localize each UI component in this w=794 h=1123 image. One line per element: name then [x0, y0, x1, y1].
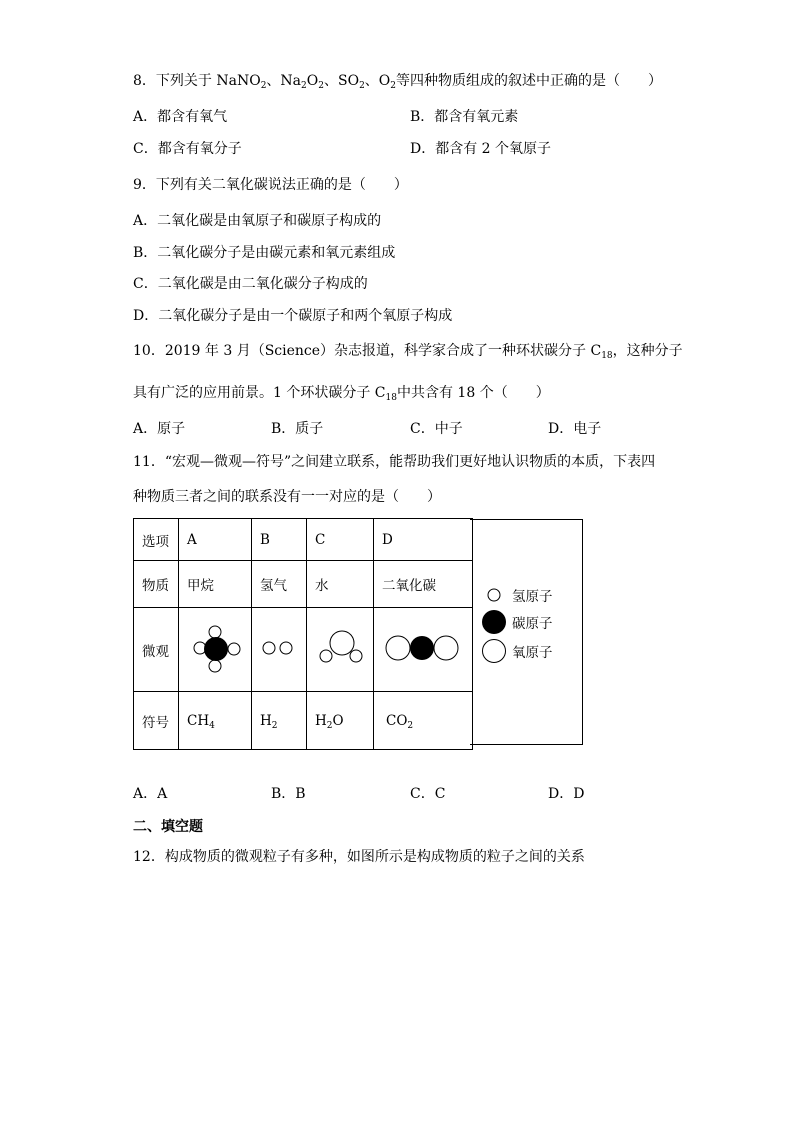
atom-legend	[470, 519, 583, 745]
q9-option-b[interactable]: B．二氧化碳分子是由碳元素和氧元素组成	[133, 245, 396, 261]
q10-option-b[interactable]: B．质子	[271, 421, 324, 437]
q8-option-c[interactable]: C．都含有氧分子	[133, 141, 242, 157]
q11-option-c[interactable]: C．C	[410, 786, 446, 802]
formula-text: H	[260, 712, 272, 729]
water-molecule-icon	[307, 608, 373, 687]
hydrogen-molecule-icon	[252, 608, 306, 687]
q10-text: 具有广泛的应用前景。1 个环状碳分子 C	[133, 385, 386, 401]
q8-text: 、Na	[266, 73, 302, 89]
q10-text: ，这种分子	[612, 343, 683, 359]
q8-text: 、SO	[323, 73, 360, 89]
cell-substance-b: 氢气	[252, 561, 307, 608]
q8-sub: 2	[260, 81, 267, 91]
q11-stem-line2: 种物质三者之间的联系没有一一对应的是（ ）	[133, 489, 441, 505]
q11-table	[133, 518, 473, 750]
formula-text: CH	[187, 712, 210, 729]
formula-text: H	[315, 712, 327, 729]
q10-option-d[interactable]: D．电子	[548, 421, 602, 437]
cell-micro-c	[307, 608, 374, 692]
cell-substance-a: 甲烷	[179, 561, 252, 608]
q12-stem: 12．构成物质的微观粒子有多种，如图所示是构成物质的粒子之间的关系	[133, 849, 585, 865]
legend-hydrogen	[482, 585, 553, 605]
q10-option-c[interactable]: C．中子	[410, 421, 463, 437]
cell-micro-d	[374, 608, 473, 692]
cell-substance-d: 二氧化碳	[374, 561, 473, 608]
cell-symbol-b	[252, 692, 307, 750]
hydrogen-atom-icon	[482, 587, 506, 603]
carbon-atom-icon	[482, 609, 506, 635]
cell-option-a: A	[179, 519, 252, 561]
q10-stem-line2	[133, 384, 550, 402]
cell-micro-a	[179, 608, 252, 692]
q9-stem: 9．下列有关二氧化碳说法正确的是（ ）	[133, 177, 408, 193]
q8-sub: 2	[359, 81, 365, 91]
q10-stem-line1	[133, 342, 683, 360]
q10-sub: 18	[601, 351, 613, 361]
cell-option-b: B	[252, 519, 307, 561]
q11-option-a[interactable]: A．A	[133, 786, 168, 802]
q11-option-b[interactable]: B．B	[271, 786, 306, 802]
cell-option-d: D	[374, 519, 473, 561]
q8-stem-post: 等四种物质组成的叙述中正确的是（ ）	[396, 73, 663, 89]
q11-stem-line1: 11．“宏观—微观—符号”之间建立联系，能帮助我们更好地认识物质的本质，下表四	[133, 454, 656, 470]
q10-option-a[interactable]: A．原子	[133, 421, 186, 437]
q8-option-a[interactable]: A．都含有氧气	[133, 109, 228, 125]
cell-option-c: C	[307, 519, 374, 561]
q9-option-d[interactable]: D．二氧化碳分子是由一个碳原子和两个氧原子构成	[133, 308, 453, 324]
cell-substance-c: 水	[307, 561, 374, 608]
cell-symbol-a	[179, 692, 252, 750]
formula-text: CO	[386, 712, 408, 729]
q11-option-d[interactable]: D．D	[548, 786, 585, 802]
q8-text: O	[306, 73, 319, 89]
q9-option-c[interactable]: C．二氧化碳是由二氧化碳分子构成的	[133, 276, 368, 292]
row-header-option: 选项	[134, 519, 179, 561]
legend-oxygen	[482, 638, 553, 664]
formula-sub: 2	[407, 720, 414, 731]
cell-micro-b	[252, 608, 307, 692]
legend-label: 氧原子	[512, 645, 553, 661]
q8-stem-pre: 8．下列关于 NaNO	[133, 73, 261, 89]
q8-sub: 2	[301, 81, 307, 91]
q8-sub: 2	[318, 81, 324, 91]
carbon-dioxide-molecule-icon	[374, 608, 472, 687]
legend-carbon	[482, 609, 553, 635]
legend-label: 氢原子	[512, 589, 553, 605]
row-header-substance: 物质	[134, 561, 179, 608]
section-title: 二、填空题	[133, 819, 203, 835]
formula-sub: 2	[326, 720, 333, 731]
q8-text: 、O	[364, 73, 391, 89]
q8-option-d[interactable]: D．都含有 2 个氧原子	[410, 141, 552, 157]
row-header-micro: 微观	[134, 608, 179, 692]
q8-sub: 2	[390, 81, 397, 91]
cell-symbol-d	[374, 692, 473, 750]
q10-sub: 18	[385, 393, 397, 403]
formula-text: O	[332, 712, 344, 729]
q10-text: 10．2019 年 3 月（Science）杂志报道，科学家合成了一种环状碳分子 C	[133, 343, 602, 359]
formula-sub: 2	[271, 720, 278, 731]
q9-option-a[interactable]: A．二氧化碳是由氧原子和碳原子构成的	[133, 213, 382, 229]
legend-label: 碳原子	[512, 616, 553, 632]
cell-symbol-c	[307, 692, 374, 750]
methane-molecule-icon	[179, 608, 251, 687]
q8-stem	[133, 72, 662, 90]
row-header-symbol: 符号	[134, 692, 179, 750]
q8-option-b[interactable]: B．都含有氧元素	[410, 109, 519, 125]
formula-sub: 4	[209, 720, 215, 731]
oxygen-atom-icon	[482, 638, 506, 664]
q10-text: 中共含有 18 个（ ）	[396, 385, 550, 401]
